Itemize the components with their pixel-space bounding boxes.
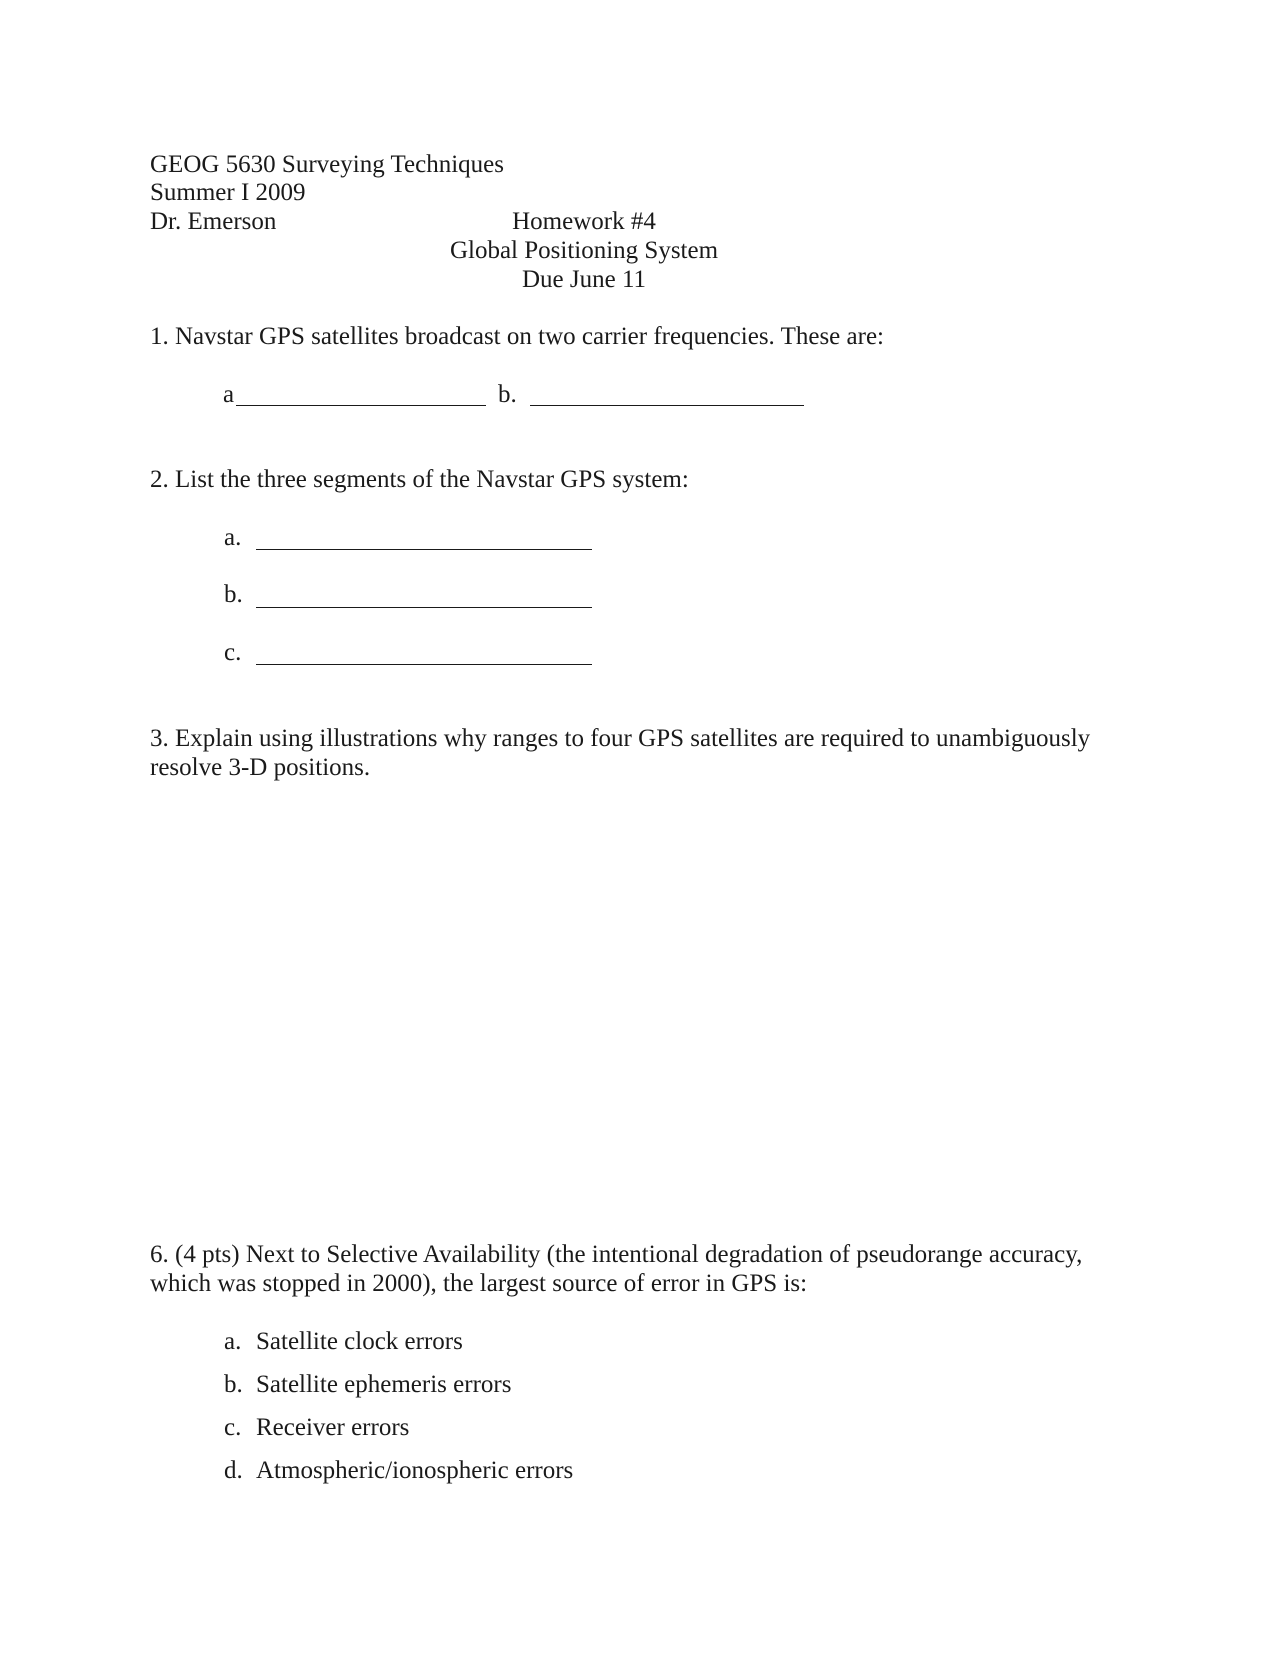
question-6-line-2: which was stopped in 2000), the largest source of error in GPS is: <box>150 1270 808 1297</box>
question-3-line-2: resolve 3-D positions. <box>150 754 371 781</box>
question-3-line-1: 3. Explain using illustrations why ranges to four GPS satellites are required to unambiguously <box>150 725 1091 752</box>
question-6-line-1: 6. (4 pts) Next to Selective Availability (the intentional degradation of pseudorange accuracy, <box>150 1241 1083 1268</box>
q1-label-b: b. <box>498 381 517 408</box>
course-title: GEOG 5630 Surveying Techniques <box>150 151 504 178</box>
q1-label-a: a <box>223 381 235 408</box>
option-text: Atmospheric/ionospheric errors <box>256 1457 574 1484</box>
q2-answer-a-blank[interactable] <box>256 549 592 550</box>
q2-label-b: b. <box>224 581 243 608</box>
q3-answer-space[interactable] <box>150 800 1130 1220</box>
assignment-topic: Global Positioning System <box>449 237 719 264</box>
option-label: c. <box>224 1414 242 1441</box>
q1-answer-a-blank[interactable] <box>236 405 486 406</box>
option-label: d. <box>224 1457 243 1484</box>
option-text: Satellite clock errors <box>256 1328 463 1355</box>
option-text: Satellite ephemeris errors <box>256 1371 512 1398</box>
option-label: b. <box>224 1371 243 1398</box>
question-2-text: 2. List the three segments of the Navstar GPS system: <box>150 466 689 493</box>
q2-label-c: c. <box>224 639 242 666</box>
q2-answer-c-blank[interactable] <box>256 664 592 665</box>
instructor: Dr. Emerson <box>150 208 277 235</box>
assignment-title: Homework #4 <box>512 208 656 235</box>
q2-answer-b-blank[interactable] <box>256 607 592 608</box>
question-1-text: 1. Navstar GPS satellites broadcast on two carrier frequencies. These are: <box>150 323 884 350</box>
option-text: Receiver errors <box>256 1414 410 1441</box>
q1-answer-b-blank[interactable] <box>530 405 804 406</box>
q2-label-a: a. <box>224 524 242 551</box>
option-label: a. <box>224 1328 242 1355</box>
term: Summer I 2009 <box>150 179 306 206</box>
due-date: Due June 11 <box>521 266 647 293</box>
